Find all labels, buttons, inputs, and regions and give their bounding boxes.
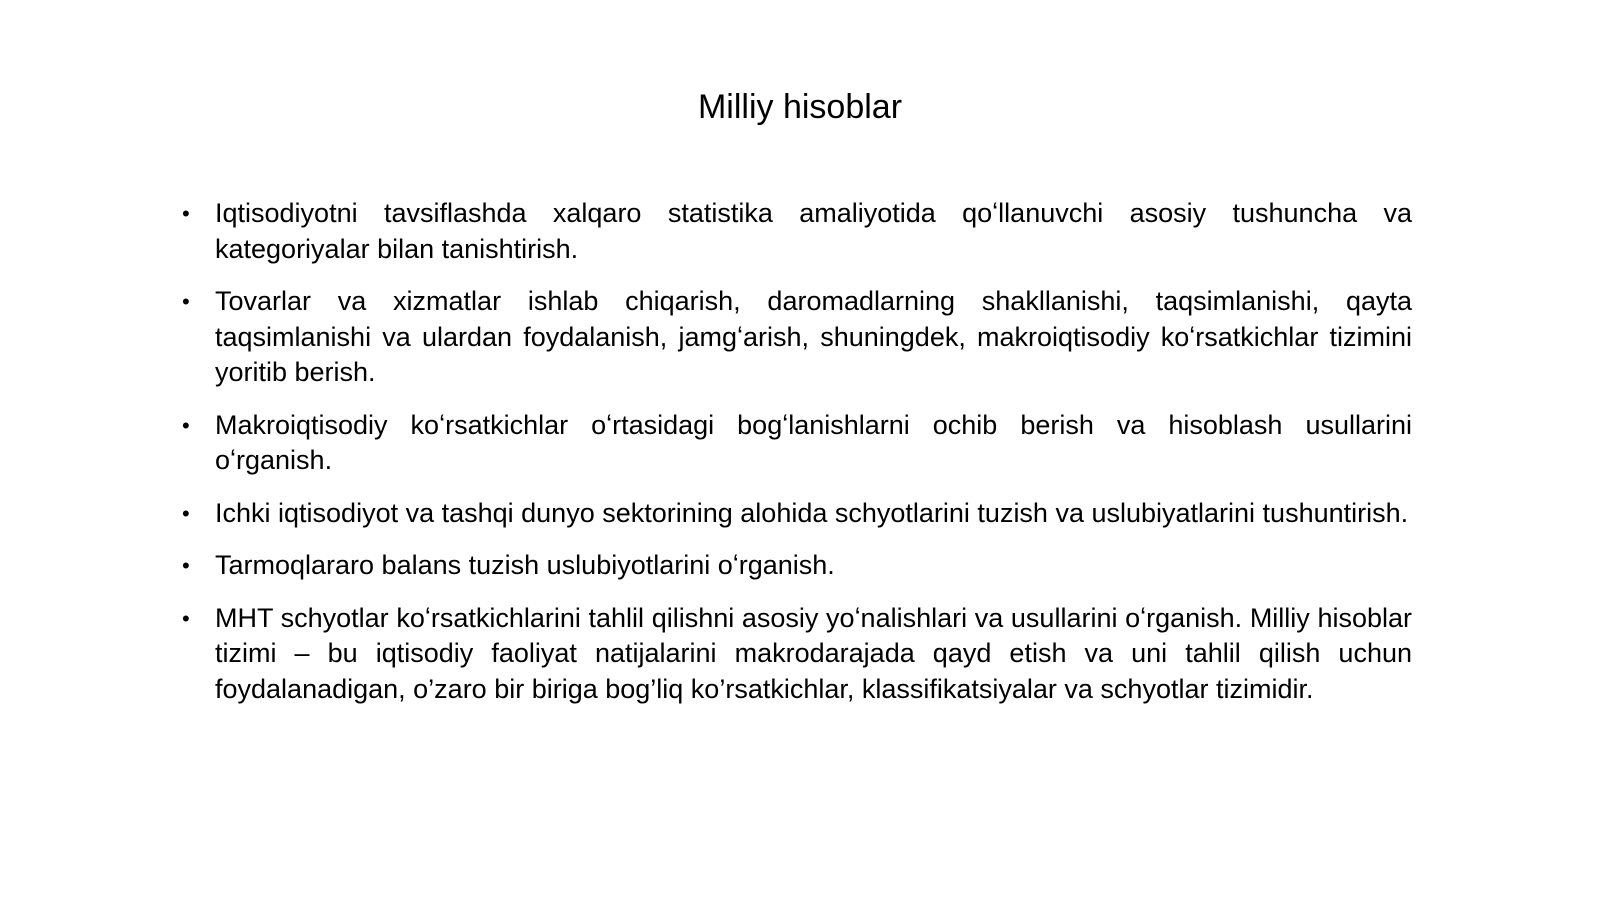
bullet-icon: •: [182, 605, 190, 631]
bullet-icon: •: [182, 201, 190, 226]
bullet-item-3: [182, 408, 1412, 479]
slide-title: Milliy hisoblar: [697, 88, 903, 126]
bullet-text: Iqtisodiyotni tavsiflashda xalqaro statistika amaliyotida qoʻllanuvchi asosiy tushuncha va kategoriyalar bilan tanishtirish.: [215, 198, 1412, 264]
bullet-icon: •: [182, 412, 190, 438]
bullet-item-4: [182, 496, 1412, 532]
bullet-text: Makroiqtisodiy koʻrsatkichlar oʻrtasidagi bogʻlanishlarni ochib berish va hisoblash usullarini oʻrganish.: [215, 409, 1412, 475]
bullet-text: Tovarlar va xizmatlar ishlab chiqarish, daromadlarning shakllanishi, taqsimlanishi, qayta taqsimlanishi va ulardan foydalanish, jamgʻarish, shuningdek, makroiqtisodiy koʻrsatkichlar tizimini yoritib berish.: [215, 286, 1412, 387]
bullet-icon: •: [182, 500, 190, 526]
bullet-item-6: [182, 601, 1412, 708]
bullet-icon: •: [182, 289, 190, 314]
bullet-item-1: [182, 196, 1412, 267]
bullet-text: Ichki iqtisodiyot va tashqi dunyo sektorining alohida schyotlarini tuzish va uslubiyatlarini tushuntirish.: [215, 497, 1409, 528]
bullet-item-5: [182, 548, 1412, 584]
bullet-text: MHT schyotlar koʻrsatkichlarini tahlil qilishni asosiy yoʻnalishlari va usullarini oʻrganish. Milliy hisoblar tizimi – bu iqtisodiy faoliyat natijalarini makrodarajada qayd etish va uni tahlil qilish uchun foydalanadigan, o’zaro bir biriga bog’liq ko’rsatkichlar, klassifikatsiyalar va schyotlar tizimidir.: [215, 602, 1412, 704]
bullet-icon: •: [182, 553, 190, 578]
bullet-item-2: [182, 284, 1412, 391]
bullet-list: [182, 196, 1412, 724]
bullet-text: Tarmoqlararo balans tuzish uslubiyotlarini oʻrganish.: [215, 550, 835, 580]
